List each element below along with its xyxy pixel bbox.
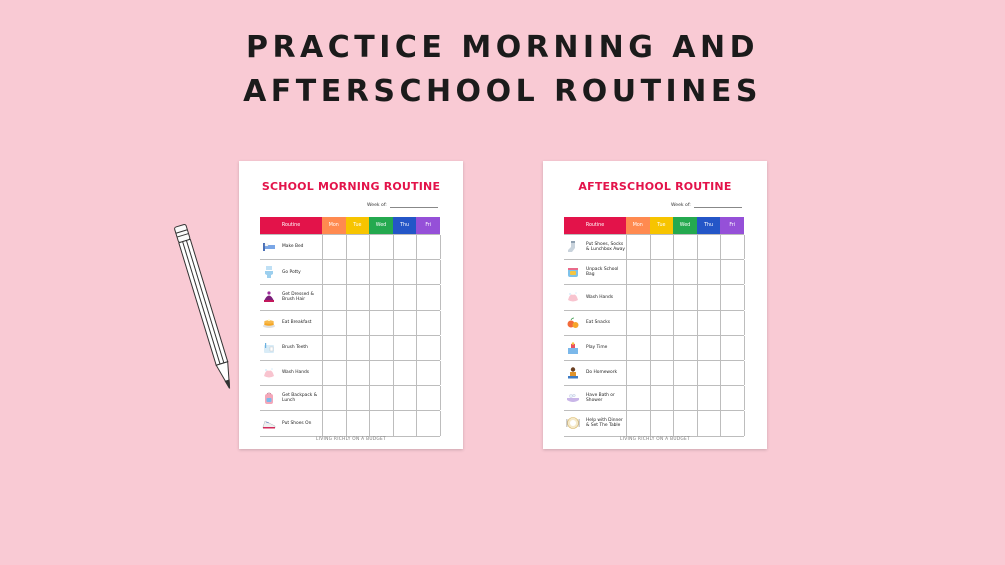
bathtub-icon <box>566 391 580 405</box>
check-cell[interactable] <box>417 260 441 284</box>
backpack-icon <box>566 265 580 279</box>
check-cell[interactable] <box>627 336 651 360</box>
check-cell[interactable] <box>417 311 441 335</box>
check-cell[interactable] <box>347 361 371 385</box>
check-cell[interactable] <box>627 235 651 259</box>
check-cell[interactable] <box>347 311 371 335</box>
check-cell[interactable] <box>394 411 418 435</box>
check-cell[interactable] <box>721 336 745 360</box>
check-cell[interactable] <box>721 411 745 435</box>
header-wed: Wed <box>673 217 697 234</box>
routine-grid <box>564 234 744 437</box>
backpack-icon <box>262 391 276 405</box>
header-fri: Fri <box>720 217 744 234</box>
toy-icon <box>566 341 580 355</box>
table-row <box>260 361 440 386</box>
table-row <box>564 411 744 436</box>
week-of-label: Week of: <box>367 203 387 208</box>
check-cell[interactable] <box>721 311 745 335</box>
header-mon: Mon <box>322 217 346 234</box>
hands-icon <box>262 366 276 380</box>
check-cell[interactable] <box>370 336 394 360</box>
table-row <box>564 235 744 260</box>
check-cell[interactable] <box>370 260 394 284</box>
toothbrush-icon <box>262 341 276 355</box>
check-cell[interactable] <box>674 411 698 435</box>
table-row <box>564 386 744 411</box>
check-cell[interactable] <box>627 361 651 385</box>
check-cell[interactable] <box>698 311 722 335</box>
check-cell[interactable] <box>627 285 651 309</box>
row-label: Do Homework <box>586 370 618 376</box>
header-fri: Fri <box>416 217 440 234</box>
headline-line-1: PRACTICE MORNING AND <box>245 30 760 65</box>
header-tue: Tue <box>650 217 674 234</box>
check-cell[interactable] <box>323 411 347 435</box>
header-row <box>260 217 440 234</box>
check-cell[interactable] <box>698 235 722 259</box>
check-cell[interactable] <box>651 411 675 435</box>
row-label: Wash Hands <box>282 370 310 376</box>
check-cell[interactable] <box>651 260 675 284</box>
check-cell[interactable] <box>698 336 722 360</box>
table-row <box>260 260 440 285</box>
check-cell[interactable] <box>721 235 745 259</box>
row-label: Have Bath or Shower <box>586 392 615 404</box>
toilet-icon <box>262 265 276 279</box>
row-label: Eat Snacks <box>586 319 611 325</box>
pancakes-icon <box>262 316 276 330</box>
check-cell[interactable] <box>721 285 745 309</box>
week-of-label: Week of: <box>671 203 691 208</box>
homework-icon <box>566 366 580 380</box>
routine-grid <box>260 234 440 437</box>
row-label: Make Bed <box>282 244 304 250</box>
table-row <box>260 285 440 310</box>
check-cell[interactable] <box>370 235 394 259</box>
row-label: Unpack School Bag <box>586 266 619 278</box>
check-cell[interactable] <box>698 285 722 309</box>
check-cell[interactable] <box>674 336 698 360</box>
hat-icon <box>262 290 276 304</box>
table-row <box>260 336 440 361</box>
check-cell[interactable] <box>323 386 347 410</box>
header-routine: Routine <box>260 217 322 234</box>
sheet-title: AFTERSCHOOL ROUTINE <box>578 180 732 193</box>
morning-routine-sheet <box>239 161 463 449</box>
pencil-icon <box>170 216 240 401</box>
check-cell[interactable] <box>627 411 651 435</box>
week-of-line <box>694 207 742 208</box>
table-row <box>564 285 744 310</box>
check-cell[interactable] <box>721 260 745 284</box>
check-cell[interactable] <box>674 285 698 309</box>
check-cell[interactable] <box>651 386 675 410</box>
sock-icon <box>566 240 580 254</box>
row-label: Get Dressed & Brush Hair <box>282 292 314 303</box>
check-cell[interactable] <box>651 285 675 309</box>
afterschool-routine-sheet <box>543 161 767 449</box>
table-row <box>564 311 744 336</box>
check-cell[interactable] <box>674 260 698 284</box>
row-label: Wash Hands <box>586 294 614 300</box>
check-cell[interactable] <box>323 336 347 360</box>
header-row <box>564 217 744 234</box>
check-cell[interactable] <box>394 361 418 385</box>
check-cell[interactable] <box>627 311 651 335</box>
check-cell[interactable] <box>323 285 347 309</box>
check-cell[interactable] <box>347 260 371 284</box>
check-cell[interactable] <box>394 260 418 284</box>
table-row <box>564 361 744 386</box>
header-thu: Thu <box>393 217 417 234</box>
check-cell[interactable] <box>370 386 394 410</box>
check-cell[interactable] <box>674 386 698 410</box>
check-cell[interactable] <box>370 361 394 385</box>
check-cell[interactable] <box>721 386 745 410</box>
check-cell[interactable] <box>417 386 441 410</box>
check-cell[interactable] <box>347 411 371 435</box>
check-cell[interactable] <box>370 285 394 309</box>
check-cell[interactable] <box>651 336 675 360</box>
sheet-title: SCHOOL MORNING ROUTINE <box>261 180 441 193</box>
table-row <box>260 311 440 336</box>
check-cell[interactable] <box>698 411 722 435</box>
table-row <box>564 260 744 285</box>
check-cell[interactable] <box>417 361 441 385</box>
sheet-footer: LIVING RICHLY ON A BUDGET <box>620 437 690 442</box>
check-cell[interactable] <box>394 285 418 309</box>
check-cell[interactable] <box>698 260 722 284</box>
check-cell[interactable] <box>347 386 371 410</box>
hands-icon <box>566 290 580 304</box>
check-cell[interactable] <box>651 361 675 385</box>
check-cell[interactable] <box>323 235 347 259</box>
row-label: Brush Teeth <box>282 345 308 351</box>
check-cell[interactable] <box>627 386 651 410</box>
check-cell[interactable] <box>347 285 371 309</box>
header-wed: Wed <box>369 217 393 234</box>
check-cell[interactable] <box>417 285 441 309</box>
table-row <box>260 411 440 436</box>
check-cell[interactable] <box>370 311 394 335</box>
check-cell[interactable] <box>370 411 394 435</box>
check-cell[interactable] <box>394 336 418 360</box>
check-cell[interactable] <box>651 235 675 259</box>
check-cell[interactable] <box>323 260 347 284</box>
bed-icon <box>262 240 276 254</box>
week-of-field <box>367 203 438 208</box>
check-cell[interactable] <box>417 336 441 360</box>
check-cell[interactable] <box>674 235 698 259</box>
table-row <box>564 336 744 361</box>
headline <box>0 26 1005 114</box>
row-label: Eat Breakfast <box>282 319 312 325</box>
check-cell[interactable] <box>721 361 745 385</box>
check-cell[interactable] <box>651 311 675 335</box>
check-cell[interactable] <box>627 260 651 284</box>
check-cell[interactable] <box>674 361 698 385</box>
check-cell[interactable] <box>674 311 698 335</box>
check-cell[interactable] <box>394 235 418 259</box>
row-label: Help with Dinner & Set The Table <box>586 418 623 429</box>
shoe-icon <box>262 416 276 430</box>
table-row <box>260 386 440 411</box>
check-cell[interactable] <box>698 386 722 410</box>
plate-icon <box>566 416 580 430</box>
header-routine: Routine <box>564 217 626 234</box>
row-label: Get Backpack & Lunch <box>282 392 318 404</box>
check-cell[interactable] <box>417 411 441 435</box>
week-of-field <box>671 203 742 208</box>
header-tue: Tue <box>346 217 370 234</box>
header-thu: Thu <box>697 217 721 234</box>
check-cell[interactable] <box>394 386 418 410</box>
check-cell[interactable] <box>417 235 441 259</box>
check-cell[interactable] <box>698 361 722 385</box>
table-row <box>260 235 440 260</box>
header-mon: Mon <box>626 217 650 234</box>
check-cell[interactable] <box>323 311 347 335</box>
sheet-footer: LIVING RICHLY ON A BUDGET <box>316 437 386 442</box>
fruit-icon <box>566 316 580 330</box>
check-cell[interactable] <box>347 235 371 259</box>
week-of-line <box>390 207 438 208</box>
row-label: Put Shoes, Socks & Lunchbox Away <box>586 241 625 253</box>
check-cell[interactable] <box>347 336 371 360</box>
row-label: Play Time <box>586 345 608 351</box>
headline-line-2: AFTERSCHOOL ROUTINES <box>243 74 762 109</box>
row-label: Go Potty <box>282 269 301 275</box>
check-cell[interactable] <box>394 311 418 335</box>
row-label: Put Shoes On <box>282 420 312 426</box>
check-cell[interactable] <box>323 361 347 385</box>
